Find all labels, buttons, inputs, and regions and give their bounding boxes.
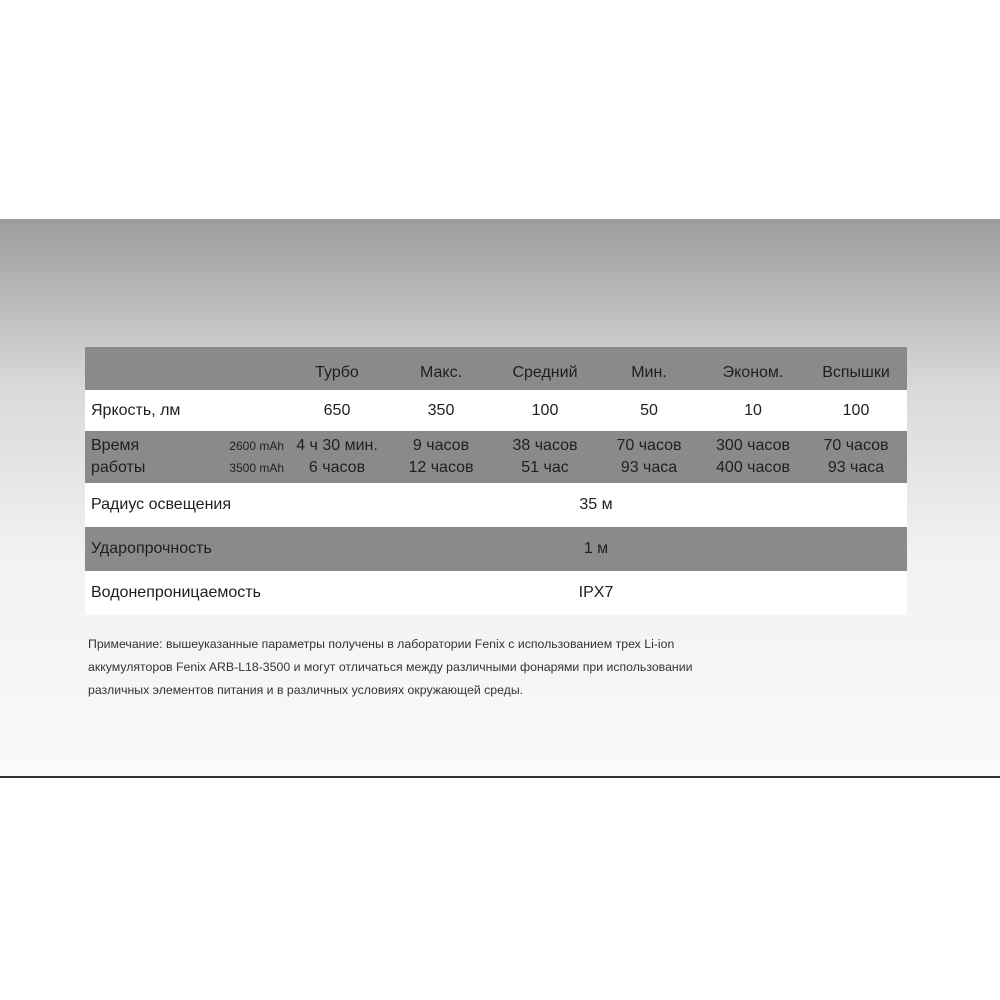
footnote-line: аккумуляторов Fenix ARB-L18-3500 и могут отличаться между различными фонарями при использовании [88, 660, 693, 674]
range-label: Радиус освещения [91, 496, 232, 513]
waterproof-value: IPX7 [578, 584, 614, 601]
column-header-eco: Эконом. [722, 364, 784, 381]
spec-table [85, 347, 907, 615]
brightness-label: Яркость, лм [91, 401, 181, 419]
runtime-value: 93 часа [620, 459, 678, 476]
runtime-value: 51 час [521, 459, 569, 476]
runtime-value: 38 часов [512, 437, 578, 454]
column-header-medium: Средний [512, 364, 578, 381]
runtime-value: 9 часов [412, 437, 470, 454]
brightness-value: 650 [323, 401, 351, 419]
brightness-value: 50 [640, 401, 658, 419]
battery-capacity-2600: 2600 mAh [229, 439, 284, 453]
impact-label: Ударопрочность [91, 540, 212, 557]
column-header-min: Мин. [631, 364, 667, 381]
runtime-value: 70 часов [823, 437, 889, 454]
footnote-line: различных элементов питания и в различных условиях окружающей среды. [88, 683, 524, 697]
runtime-value: 4 ч 30 мин. [296, 437, 378, 454]
brightness-value: 100 [531, 401, 559, 419]
impact-row [85, 527, 907, 571]
footnote-line: Примечание: вышеуказанные параметры получены в лаборатории Fenix с использованием трех Li-ion [88, 637, 675, 651]
runtime-value: 70 часов [616, 437, 682, 454]
waterproof-label: Водонепроницаемость [91, 584, 261, 601]
brightness-value: 100 [842, 401, 870, 419]
column-header-turbo: Турбо [315, 364, 359, 381]
range-row [85, 483, 907, 527]
runtime-value: 300 часов [716, 437, 790, 454]
runtime-line-2600 [85, 435, 907, 457]
header-empty-cell [85, 347, 285, 390]
waterproof-row [85, 571, 907, 615]
range-value: 35 м [579, 496, 613, 513]
runtime-row [85, 431, 907, 483]
runtime-value: 93 часа [827, 459, 885, 476]
battery-capacity-3500: 3500 mAh [229, 461, 284, 475]
column-header-flash: Вспышки [822, 364, 890, 381]
runtime-label-line2: работы [91, 459, 146, 476]
impact-value: 1 м [583, 540, 609, 557]
runtime-value: 6 часов [308, 459, 366, 476]
column-header-max: Макс. [419, 364, 463, 381]
runtime-value: 12 часов [408, 459, 474, 476]
brightness-value: 10 [744, 401, 762, 419]
brightness-row [85, 390, 907, 431]
runtime-line-3500 [85, 457, 907, 479]
runtime-label-line1: Время [91, 437, 140, 454]
table-header-row [85, 347, 907, 390]
runtime-value: 400 часов [716, 459, 790, 476]
brightness-value: 350 [427, 401, 455, 419]
footnote [88, 633, 808, 702]
